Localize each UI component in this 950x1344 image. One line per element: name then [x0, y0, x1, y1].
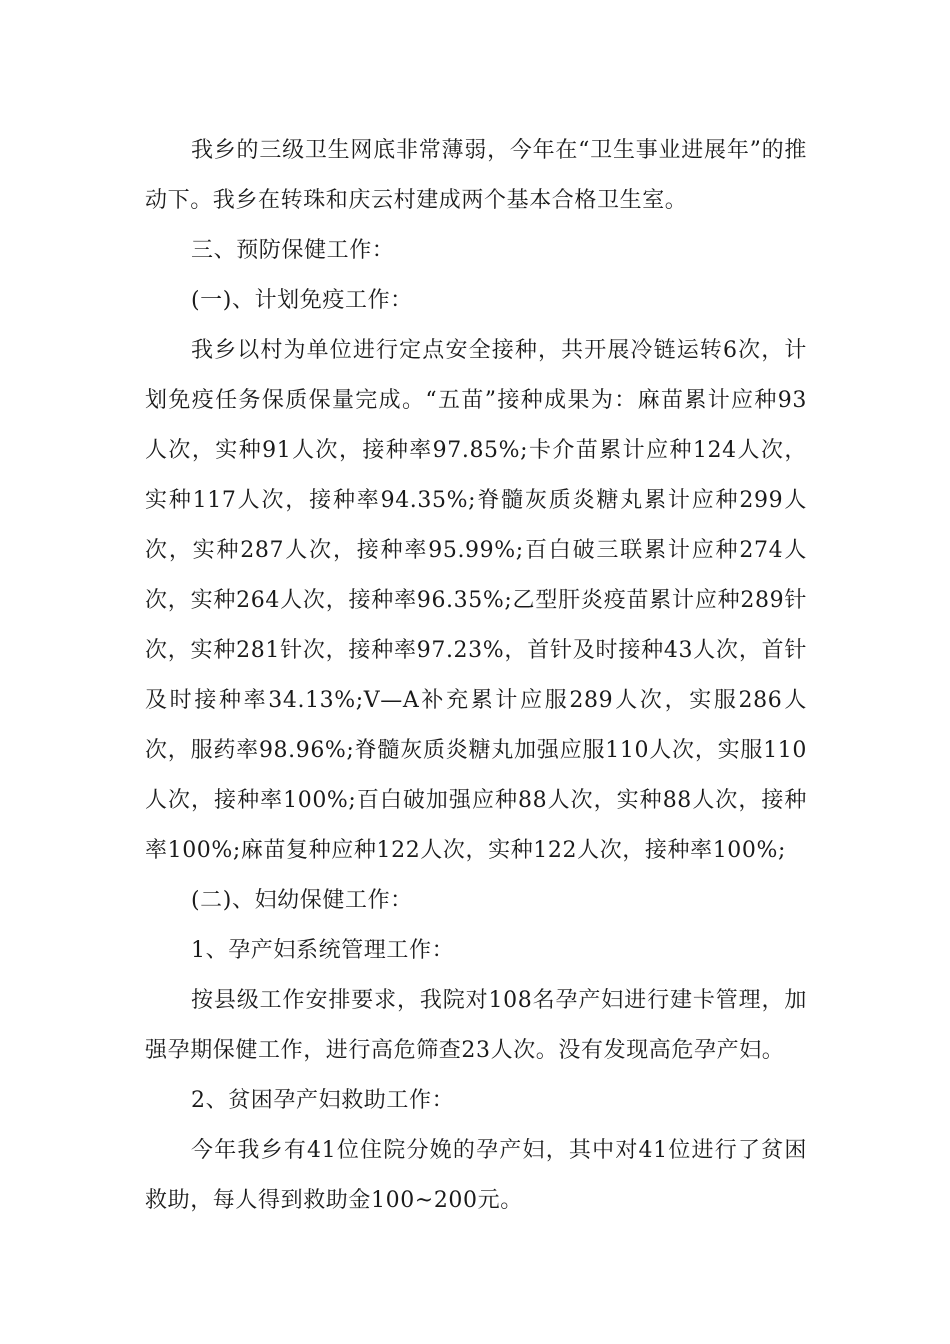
document-body [145, 126, 807, 1226]
paragraph-health-network: 我乡的三级卫生网底非常薄弱，今年在“卫生事业进展年”的推动下。我乡在转珠和庆云村建成两个基本合格卫生室。 [145, 138, 807, 213]
paragraph-immunization-results: 我乡以村为单位进行定点安全接种，共开展冷链运转6次，计划免疫任务保质保量完成。“五苗”接种成果为：麻苗累计应种93人次，实种91人次，接种率97.85%;卡介苗累计应种124人次，实种117人次，接种率94.35%;脊髓灰质炎糖丸累计应种299人次，实种287人次，接种率95.99%;百白破三联累计应种274人次，实种264人次，接种率96.35%;乙型肝炎疫苗累计应种289针次，实种281针次，接种率97.23%，首针及时接种43人次，首针及时接种率34.13%;V—A补充累计应服289人次，实服286人次，服药率98.96%;脊髓灰质炎糖丸加强应服110人次，实服110人次，接种率100%;百白破加强应种88人次，实种88人次，接种率100%;麻苗复种应种122人次，实种122人次，接种率100%; [145, 338, 807, 863]
item-heading-pregnancy-management: 1、孕产妇系统管理工作： [191, 938, 455, 963]
paragraph-pregnancy-management: 按县级工作安排要求，我院对108名孕产妇进行建卡管理，加强孕期保健工作，进行高危筛查23人次。没有发现高危孕产妇。 [145, 988, 807, 1063]
item-heading-poverty-assistance: 2、贫困孕产妇救助工作： [191, 1088, 455, 1113]
paragraph-poverty-assistance: 今年我乡有41位住院分娩的孕产妇，其中对41位进行了贫困救助，每人得到救助金100~200元。 [145, 1138, 807, 1213]
subsection-heading-maternal-child-care: (二)、妇幼保健工作： [191, 888, 413, 913]
section-heading-preventive-care: 三、预防保健工作： [191, 238, 395, 263]
subsection-heading-immunization: (一)、计划免疫工作： [191, 288, 413, 313]
